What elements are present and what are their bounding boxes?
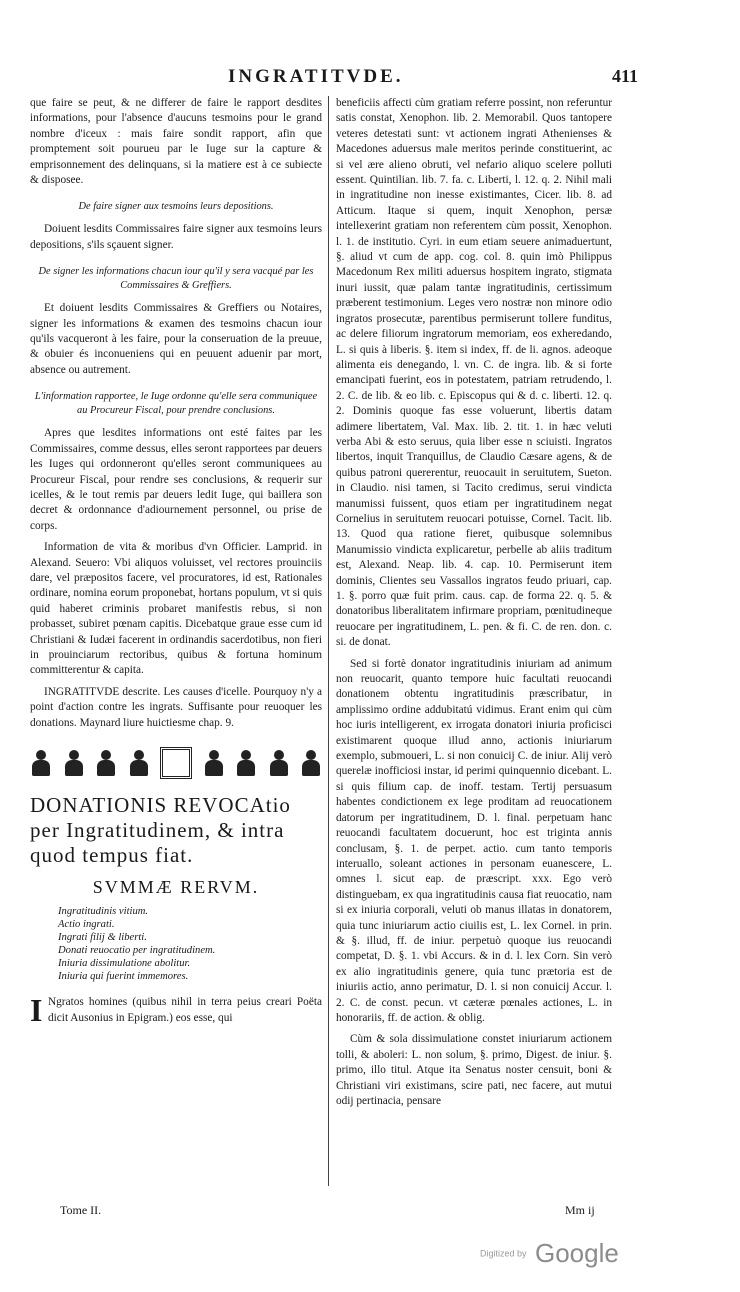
page-header bbox=[0, 66, 740, 96]
subheading: De faire signer aux tesmoins leurs depositions. bbox=[78, 201, 274, 213]
google-logo: Google bbox=[534, 1238, 619, 1268]
paragraph: Sed si fortè donator ingratitudinis iniuriam ad animum non reuocarit, quanto tempore huic facultati reuocandi donationem obtentu ingratitudinis præscribatur, in amplissimo ordine addubitatú vidimus. Erant enim qui cùm hoc iuris intelligerent, ex irrogata donatori iniuria proficisci existimarent quoque illud anno, actionis iniuriarum exemplo, submoueri, L. si non conuicij C. de iniur. Alij verò querelæ inofficiosi instar, id perimi quinquennio dicebant. L. si quis filium cap. de inoff. testam. Tertij persuasum habentes condictionem ex lege proditam ad reuocationem datorum per ingratitudinem, D. l. final. perpetuam hanc reuocandi facultatem docuerunt, hoc est triginta annis conclusam, §. 1. de perpet. actio. cum tanto temporis interuallo, soleant actiones in personam euanescere, L. omnes l. sicut eap. de præscript. xxx. Ego verò distinguebam, ex qua ingratitudinis causa fiat reuocatio, nam si ex iniuria corporali, veluti ob manus illatas in donatorem, quia tunc iniuriarum actio ciuilis est, L. lex Cornel. in prin. & §. illud, ff. de iniur. perpetuò quoque ius reuocandi competat, D. §. 1. vbi Accurs. & in d. l. lex Corn. Sin verò ex alio ingratitudinis genere, quia tunc prætoria est de iniuriis actio, anno perimatur, D. l. si non conuicij Accur. l. 2. C. de const. pecun. vt cæteræ pœnales actiones, L. in honorariis, ff. de action. & oblig. bbox=[336, 657, 612, 1024]
paragraph: Information de vita & moribus d'vn Officier. Lamprid. in Alexand. Seuero: Vbi aliquos voluisset, vel rectores prouinciis dare, vel præpositos facere, vel procuratores, id est, Rationales ordinare, nomina eorum proponebat, hortans populum, vt si quis quid haberet criminis probaret manifestis rebus, si non probasset, subiret pœnam capitis. Dicebatque graue esse cum id Christiani & Iudæi facerent in ordinandis sacerdotibus, non fieri in prouinciarum rectoribus, quibus & fortuna hominum committerentur & capita. bbox=[30, 541, 322, 677]
watermark-prefix: Digitized by bbox=[480, 1248, 527, 1259]
fleuron-icon bbox=[300, 748, 322, 778]
summary-list bbox=[58, 905, 322, 983]
fleuron-icon bbox=[268, 748, 290, 778]
list-item: Iniuria qui fuerint immemores. bbox=[58, 971, 189, 983]
subheading: L'information rapportee, le Iuge ordonne qu'elle sera communiquee au Procureur Fiscal, pour prendre conclusions. bbox=[34, 391, 318, 417]
paragraph: INGRATITVDE descrite. Les causes d'icelle. Pourquoy n'y a point d'action contre les ingrats. Suffisante pour reuoquer les donations. Maynard liure huictiesme chap. 9. bbox=[30, 685, 322, 729]
section-title: DONATIONIS REVOCAtio per Ingratitudinem, & intra quod tempus fiat. bbox=[30, 793, 291, 867]
paragraph: Doiuent lesdits Commissaires faire signer aux tesmoins leurs depositions, s'ils sçauent signer. bbox=[30, 223, 322, 251]
column-divider bbox=[328, 96, 329, 1186]
list-item: Iniuria dissimulatione abolitur. bbox=[58, 958, 191, 970]
paragraph-text: Ngratos homines (quibus nihil in terra peius creari Poëta dicit Ausonius in Epigram.) eos esse, qui bbox=[48, 996, 322, 1024]
list-item: Donati reuocatio per ingratitudinem. bbox=[58, 945, 216, 957]
fleuron-icon bbox=[63, 748, 85, 778]
running-title: INGRATITVDE. bbox=[228, 66, 404, 87]
fleuron-icon bbox=[203, 748, 225, 778]
paragraph: que faire se peut, & ne differer de faire le rapport desdites informations, pour l'absence d'aucuns tesmoins pour le grand nombre d'iceux : mais faire sondit rapport, afin que promptement soit pourueu par le Iuge sur la capture & emprisonnement des delinquans, si la matiere est à ce subiecte & disposee. bbox=[30, 97, 322, 187]
right-column bbox=[336, 96, 612, 1115]
fleuron-icon bbox=[128, 748, 150, 778]
list-item: Ingratitudinis vitium. bbox=[58, 906, 149, 918]
left-column bbox=[30, 96, 322, 1032]
list-item: Ingrati filij & liberti. bbox=[58, 932, 147, 944]
ornament-center-icon bbox=[160, 747, 192, 779]
fleuron-icon bbox=[235, 748, 257, 778]
drop-cap: I bbox=[30, 992, 43, 1029]
ornament-band bbox=[30, 745, 322, 781]
digitized-watermark bbox=[480, 1238, 619, 1269]
paragraph: Cùm & sola dissimulatione constet iniuriarum actionem tolli, & aboleri: L. non solum, §. primo, Digest. de iniur. §. primo, illo titul. Atque ita Senatus noster censuit, boni & Christiani viri existimans, scire pati, nec facere, aut mutui odij pertinacia, pensare bbox=[336, 1033, 612, 1107]
page-number: 411 bbox=[612, 66, 639, 86]
volume-label: Tome II. bbox=[60, 1203, 102, 1217]
fleuron-icon bbox=[95, 748, 117, 778]
paragraph: beneficiis affecti cùm gratiam referre possint, non referuntur satis constat, Xenophon. lib. 2. Memorabil. Quos tantopere veteres detestati sunt: vt actionem ingrati Athenienses & Macedones aduersus male meritos perinde constituerint, ac si vel ære alieno obruti, vel nefario aliquo scelere polluti essent. Quintilian. lib. 7. fa. c. Liberti, l. 12. q. 2. Nihil mali in ingratitudine non inesse existimantes, Cicer. lib. 8. ad Atticum. Itaque si quem, inquit Xenophon, persæ intellexerint gratiam non referentem cùm possit, Xenophon. l. 1. de institutio. Cyri. in eum etiam seuere animaduertunt, §. aliud vt cum de app. cog. col. 8. quin imò Philippus Macedonum Rex militi aduersus hospitem ingrato, stigmata inuri iussit, quæ palam tantæ ingratitudinis, certissimum præberent testimonium. Leges vero nostræ non minore odio ingratos prosecutæ, parentibus permiserunt tollere funditus, ac delere filiorum ingratorum memoriam, eos exheredando, L. si quis à liberis. §. item si index, ff. de li. agnos. adeoque alimenta eis denegando, l. vn. C. de ingra. lib. & si forte emancipati fuerint, eos in potestatem, patriam retrudendo, l. 2. C. de lib. & eo lib. c. Episcopus qui & d. c. liberti. 12. q. 2. Dominis quoque fas esse voluerunt, libertis datam adimere libertatem, Val. Max. lib. 2. tit. 1. in hæc veluti verba Abi & esto seruus, quia liber esse n sciuisti. Ingratos libertos, inquit Tranquillus, de Claudio Cæsare agens, & de quibus patroni quererentur, reuocauit in seruitutem, Sueton. in Claudio. nisi tamen, si Tacito credimus, serui vindicta manumissi fuissent, quos etiam per ingratitudinem negat Cornelius in seruitutem reuocari potuisse, Cornel. Tacit. lib. 13. Quod qua ratione fieret, quibusque solemnibus Manumissio vindicta explicaretur, perbelle ab aliis traditum est, Alexand. Neap. lib. 4. cap. 10. Permiserunt item dominis, Clientes seu Vassallos ingratos feudo priuari, cap. 1. §. porro quæ fuit prim. caus. cap. de forma 22. q. 5. & donatoribus liberalitatem infirmare propriam, pœnitudineque reuocare per ingratitudinem, L. pen. & fi. C. de ren. don. c. si. de donat. bbox=[336, 97, 612, 649]
opening-paragraph bbox=[30, 992, 322, 1029]
signature-mark: Mm ij bbox=[565, 1203, 595, 1217]
paragraph: Apres que lesdites informations ont esté faites par les Commissaires, comme dessus, elles seront rapportees par deuers les Iuges qui ordonneront qu'elles seront communiquees au Procureur Fiscal, pour rendre ses conclusions, & requerir sur icelles, & le tout remis par deuers ledit Iuge, qui baillera son decret & ordonnance d'adiournement personnel, ou prise de corps. bbox=[30, 427, 322, 532]
fleuron-icon bbox=[30, 748, 52, 778]
paragraph: Et doiuent lesdits Commissaires & Greffiers ou Notaires, signer les informations & examen des tesmoins chacun iour qu'ils vacqueront à les faire, pour la conseruation de la preuue, & obuier és inconueniens qui en peuuent aduenir par mort, absence ou autrement. bbox=[30, 302, 322, 376]
subheading: De signer les informations chacun iour qu'il y sera vacqué par les Commissaires & Greffiers. bbox=[38, 266, 314, 292]
summary-heading: SVMMÆ RERVM. bbox=[92, 877, 260, 897]
list-item: Actio ingrati. bbox=[58, 919, 115, 931]
